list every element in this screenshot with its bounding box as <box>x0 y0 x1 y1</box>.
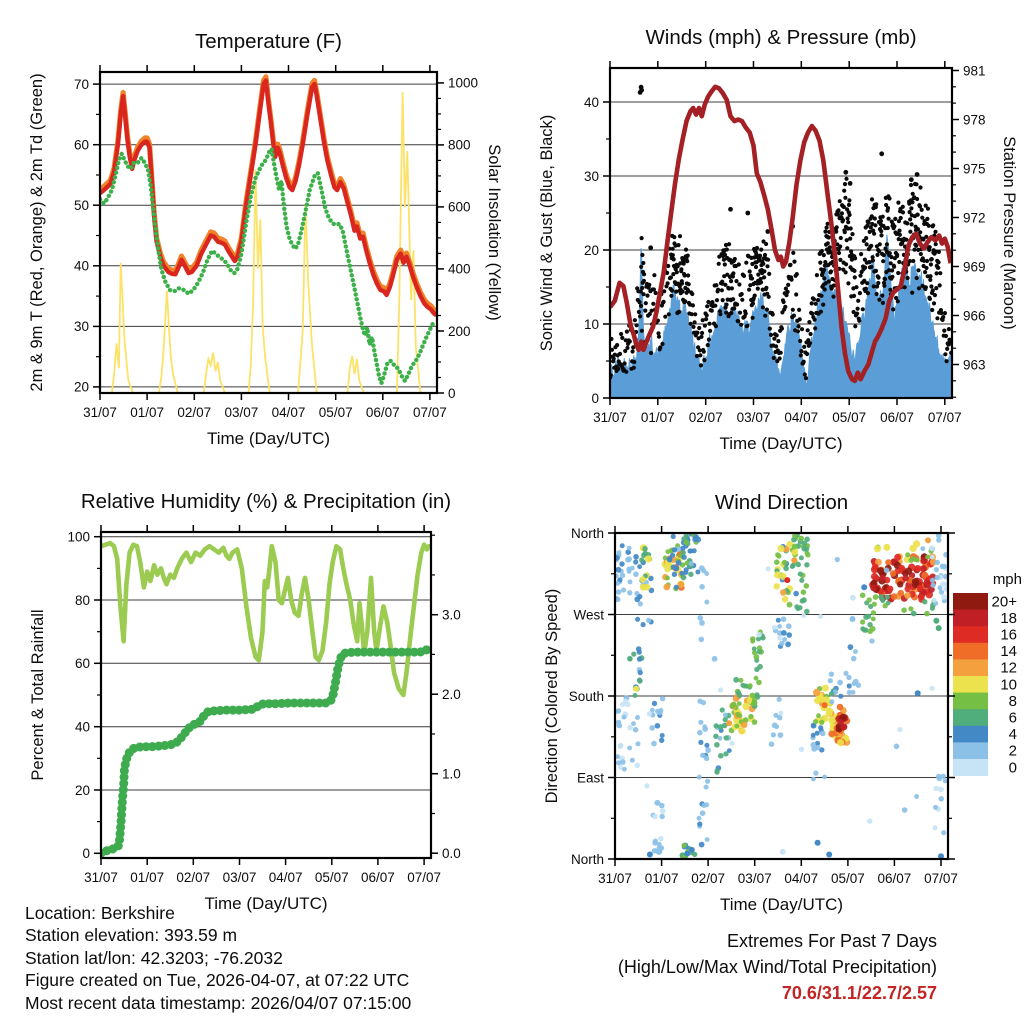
x-tick-label: 04/07 <box>268 870 303 885</box>
extremes-values: 70.6/31.1/22.7/2.57 <box>781 983 937 1003</box>
colorbar-label: 2 <box>1008 742 1017 760</box>
temperature-panel <box>28 30 503 448</box>
y-tick-label: 978 <box>963 112 986 128</box>
y-tick-label: 400 <box>448 261 471 277</box>
y-tick-label: 800 <box>448 137 471 153</box>
x-tick-label: 03/07 <box>222 870 257 885</box>
winddir-left-axis-label: Direction (Colored By Speed) <box>543 588 561 804</box>
y-tick-label: 30 <box>73 319 89 335</box>
colorbar-bin-2 <box>953 742 988 759</box>
station-latlon: Station lat/lon: 42.3203; -76.2032 <box>25 947 283 968</box>
winds-panel <box>538 26 1018 453</box>
winds-left-axis-label: Sonic Wind & Gust (Blue, Black) <box>538 114 556 352</box>
station-location: Location: Berkshire <box>25 903 175 923</box>
extremes-title: Extremes For Past 7 Days <box>726 931 937 951</box>
temperature-left-axis-label: 2m & 9m T (Red, Orange) & 2m Td (Green) <box>28 73 46 392</box>
y-tick-label: 2.0 <box>442 687 461 703</box>
y-tick-label: 20 <box>74 782 90 798</box>
speed-colorbar-legend <box>953 571 1022 776</box>
y-tick-label: North <box>570 851 604 867</box>
wind-direction-outlier-dot <box>861 584 867 590</box>
colorbar-bin-12 <box>953 659 988 676</box>
x-tick-label: 05/07 <box>318 405 353 420</box>
y-tick-label: 0 <box>591 390 599 406</box>
y-tick-label: 20 <box>73 379 89 395</box>
wind-direction-outlier-dot <box>933 618 939 624</box>
colorbar-bin-6 <box>953 709 988 726</box>
x-tick-label: 31/07 <box>84 870 118 885</box>
wind-direction-outlier-dot <box>689 847 695 853</box>
figure-created-timestamp: Figure created on Tue, 2026-04-07, at 07:22 UTC <box>25 970 410 991</box>
wind-direction-outlier-dot <box>822 702 828 708</box>
y-tick-label: 100 <box>67 529 90 545</box>
humidity-x-axis-label: Time (Day/UTC) <box>204 894 328 913</box>
wind-direction-outlier-dot <box>647 852 653 858</box>
y-tick-label: 60 <box>73 137 89 153</box>
y-tick-label: 80 <box>74 592 90 608</box>
colorbar-label: 6 <box>1008 709 1017 727</box>
wind-direction-outlier-dot <box>656 849 662 855</box>
gust-outlier-dot <box>648 245 653 250</box>
solar-insolation-series <box>100 92 437 393</box>
x-tick-label: 05/07 <box>832 410 867 425</box>
winds-x-axis-label: Time (Day/UTC) <box>719 434 843 453</box>
wind-direction-outlier-dot <box>936 625 942 631</box>
gust-outlier-dot <box>879 151 884 156</box>
x-tick-label: 03/07 <box>737 871 772 886</box>
colorbar-label: 0 <box>1008 759 1017 777</box>
temperature-series <box>100 77 437 393</box>
x-tick-label: 07/07 <box>407 870 441 885</box>
wind-direction-outlier-dot <box>784 577 790 583</box>
x-tick-label: 07/07 <box>927 410 962 425</box>
wind-direction-outlier-dot <box>815 840 821 846</box>
colorbar-label: 4 <box>1008 726 1017 744</box>
y-tick-label: 981 <box>963 63 986 79</box>
y-tick-label: 20 <box>583 242 599 258</box>
y-tick-label: 70 <box>73 76 89 92</box>
humidity-panel <box>29 490 461 913</box>
gust-outlier-dot <box>639 88 644 93</box>
y-tick-label: 50 <box>73 198 89 214</box>
wind-direction-outlier-dot <box>780 849 786 855</box>
x-tick-label: 02/07 <box>688 410 723 425</box>
x-tick-label: 03/07 <box>736 410 771 425</box>
x-tick-label: 02/07 <box>691 871 725 886</box>
y-tick-label: 10 <box>583 316 599 332</box>
y-tick-label: 1000 <box>448 75 479 91</box>
y-tick-label: 600 <box>448 199 471 215</box>
x-tick-label: 04/07 <box>271 405 306 420</box>
x-tick-label: 02/07 <box>177 405 212 420</box>
gust-outlier-dot <box>745 211 750 216</box>
y-tick-label: 30 <box>583 168 599 184</box>
gust-outlier-dot <box>848 181 853 186</box>
x-tick-label: 06/07 <box>880 410 914 425</box>
y-tick-label: 972 <box>963 210 986 226</box>
wind-direction-outlier-dot <box>791 557 797 563</box>
y-tick-label: 1.0 <box>442 766 461 782</box>
y-tick-label: 0 <box>82 846 90 862</box>
y-tick-label: 3.0 <box>442 607 461 623</box>
x-tick-label: 05/07 <box>314 870 349 885</box>
x-tick-label: 04/07 <box>784 871 819 886</box>
y-tick-label: 40 <box>73 258 89 274</box>
x-tick-label: 01/07 <box>130 870 165 885</box>
gust-outlier-dot <box>915 172 920 177</box>
y-tick-label: 60 <box>74 656 90 672</box>
humidity-left-axis-label: Percent & Total Rainfall <box>29 609 47 781</box>
wind-direction-outlier-dot <box>826 852 832 858</box>
wind-direction-outlier-dot <box>633 686 639 692</box>
recent-data-timestamp: Most recent data timestamp: 2026/04/07 07:15:00 <box>25 992 412 1013</box>
x-tick-label: 06/07 <box>877 871 912 886</box>
winddir-panel <box>543 491 1022 914</box>
colorbar-bin-20+ <box>953 593 988 610</box>
colorbar-bin-16 <box>953 626 988 643</box>
colorbar-bin-4 <box>953 726 988 743</box>
humidity-series <box>101 543 430 853</box>
gust-outlier-dot <box>909 177 914 182</box>
colorbar-label: 16 <box>1000 626 1017 644</box>
wind-direction-outlier-dot <box>925 537 931 543</box>
wind-direction-outlier-dot <box>726 720 732 726</box>
y-tick-label: 0.0 <box>442 846 461 862</box>
temperature-x-axis-label: Time (Day/UTC) <box>206 429 331 448</box>
x-tick-label: 01/07 <box>130 405 164 420</box>
winds-right-axis-label: Station Pressure (Maroon) <box>1000 136 1018 330</box>
colorbar-label: 20+ <box>991 593 1017 611</box>
extremes-subtitle: (High/Low/Max Wind/Total Precipitation) <box>617 957 937 977</box>
temp-2m-series <box>100 81 437 316</box>
y-tick-label: 963 <box>963 357 986 373</box>
station-elevation: Station elevation: 393.59 m <box>25 925 238 946</box>
x-tick-label: 07/07 <box>413 405 447 420</box>
colorbar-bin-14 <box>953 643 988 660</box>
wind-direction-outlier-dot <box>915 690 921 696</box>
x-tick-label: 06/07 <box>361 870 395 885</box>
x-tick-label: 31/07 <box>83 405 117 420</box>
x-tick-label: 03/07 <box>224 405 259 420</box>
x-tick-label: 01/07 <box>644 871 679 886</box>
colorbar-bin-8 <box>953 693 988 710</box>
colorbar-label: 12 <box>1000 659 1017 677</box>
y-tick-label: 40 <box>583 94 599 110</box>
temperature-title: Temperature (F) <box>195 30 342 53</box>
x-tick-label: 04/07 <box>784 410 819 425</box>
colorbar-bin-10 <box>953 676 988 693</box>
y-tick-label: North <box>570 525 604 541</box>
gust-outlier-dot <box>843 170 848 175</box>
x-tick-label: 31/07 <box>598 871 632 886</box>
winddir-title: Wind Direction <box>714 491 849 514</box>
y-tick-label: West <box>573 607 604 623</box>
x-tick-label: 07/07 <box>924 871 958 886</box>
colorbar-label: 8 <box>1008 692 1017 710</box>
wind-direction-outlier-dot <box>850 616 856 622</box>
x-tick-label: 01/07 <box>640 410 675 425</box>
humidity-title: Relative Humidity (%) & Precipitation (in) <box>80 490 452 513</box>
colorbar-label: 10 <box>1000 676 1017 694</box>
x-tick-label: 06/07 <box>365 405 400 420</box>
gust-outlier-dot <box>728 207 733 212</box>
x-tick-label: 31/07 <box>593 410 627 425</box>
colorbar-label: 14 <box>1000 643 1017 661</box>
colorbar-bin-18 <box>953 610 988 627</box>
x-tick-label: 02/07 <box>176 870 211 885</box>
humidity-series <box>101 543 429 695</box>
y-tick-label: 966 <box>963 308 986 324</box>
winddir-x-axis-label: Time (Day/UTC) <box>719 895 844 914</box>
y-tick-label: 200 <box>448 323 471 339</box>
y-tick-label: South <box>568 688 604 704</box>
y-tick-label: 969 <box>963 259 986 275</box>
colorbar-label: 18 <box>1000 609 1017 627</box>
y-tick-label: 975 <box>963 161 986 177</box>
extremes-block <box>618 928 937 1006</box>
y-tick-label: 40 <box>74 719 90 735</box>
colorbar-bin-0 <box>953 759 988 776</box>
x-tick-label: 05/07 <box>831 871 865 886</box>
y-tick-label: East <box>576 770 604 786</box>
station-info-block <box>25 902 411 1014</box>
legend-title-mph: mph <box>992 571 1022 588</box>
temperature-right-axis-label: Solar Insolation (Yellow) <box>485 144 503 321</box>
rainfall-series <box>101 649 430 853</box>
winds-title: Winds (mph) & Pressure (mb) <box>645 26 917 49</box>
winds-series <box>608 85 953 398</box>
y-tick-label: 0 <box>448 385 456 401</box>
